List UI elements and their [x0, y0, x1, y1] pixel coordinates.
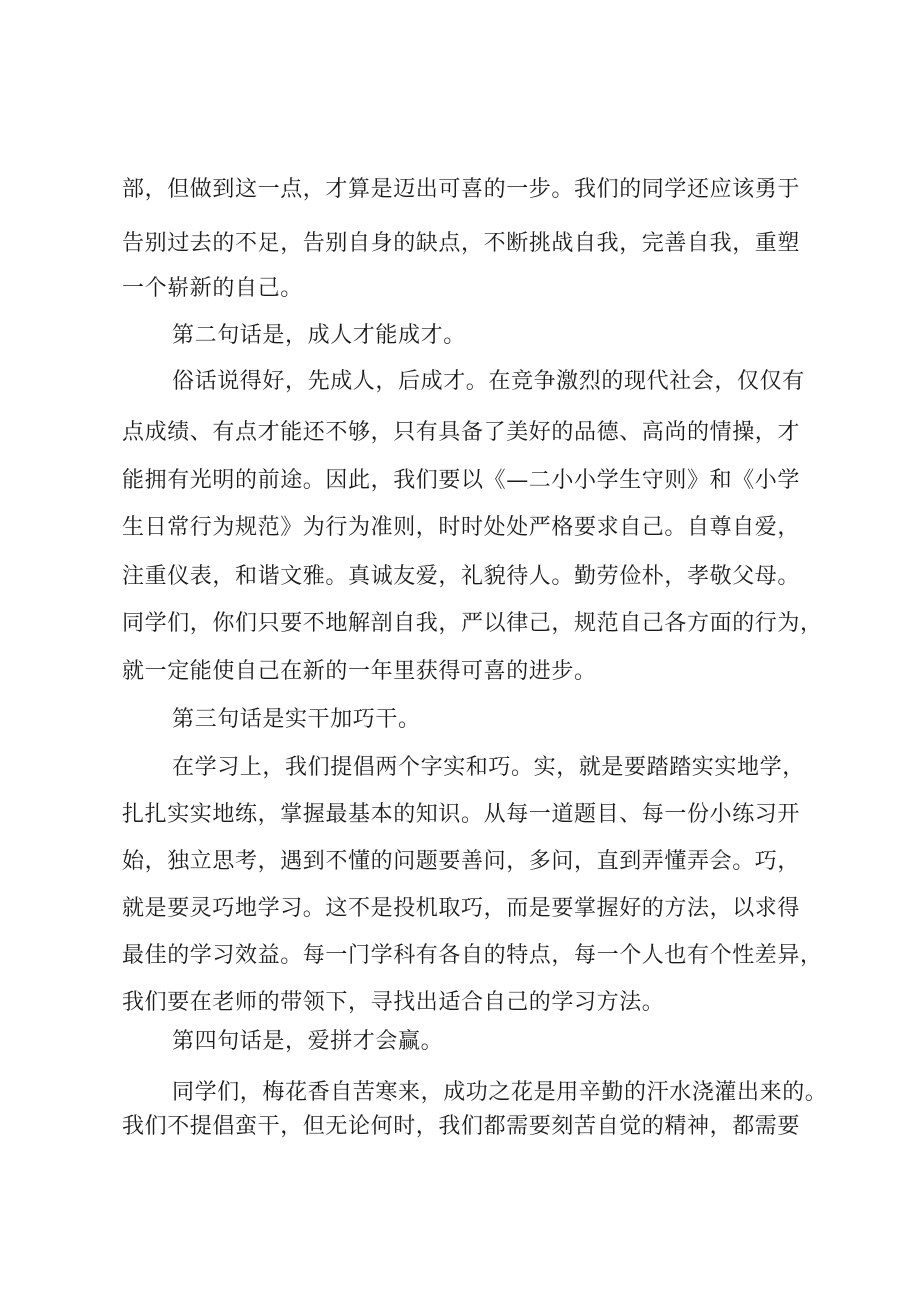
text-line: 能拥有光明的前途。因此，我们要以《—二小小学生守则》和《小学 [122, 468, 801, 493]
text-line: 生日常行为规范》为行为准则，时时处处严格要求自己。自尊自爱， [122, 515, 801, 540]
text-line: 部，但做到这一点，才算是迈出可喜的一步。我们的同学还应该勇于 [122, 177, 801, 202]
text-line: 在学习上，我们提倡两个字实和巧。实，就是要踏踏实实地学， [172, 755, 805, 780]
text-line: 最佳的学习效益。每一门学科有各自的特点，每一个人也有个性差异， [122, 943, 823, 968]
section-heading: 第三句话是实干加巧干。 [172, 707, 421, 732]
text-line: 就一定能使自己在新的一年里获得可喜的进步。 [122, 659, 597, 684]
text-line: 扎扎实实地练，掌握最基本的知识。从每一道题目、每一份小练习开 [122, 802, 801, 827]
text-line: 同学们，梅花香自苦寒来，成功之花是用辛勤的汗水浇灌出来的。 [172, 1080, 828, 1105]
text-line: 点成绩、有点才能还不够，只有具备了美好的品德、高尚的情操，才 [122, 420, 801, 445]
text-line: 俗话说得好，先成人，后成才。在竞争激烈的现代社会，仅仅有 [172, 369, 805, 394]
text-line: 一个崭新的自己。 [122, 276, 303, 301]
text-line: 就是要灵巧地学习。这不是投机取巧，而是要掌握好的方法，以求得 [122, 896, 801, 921]
text-line: 始，独立思考，遇到不懂的问题要善问，多问，直到弄懂弄会。巧， [122, 849, 801, 874]
section-heading: 第四句话是，爱拼才会赢。 [172, 1029, 444, 1054]
text-line: 同学们，你们只要不地解剖自我，严以律己，规范自己各方面的行为， [122, 611, 823, 636]
text-line: 我们不提倡蛮干，但无论何时，我们都需要刻苦自觉的精神，都需要 [122, 1114, 801, 1139]
text-line: 我们要在老师的带领下，寻找出适合自己的学习方法。 [122, 990, 665, 1015]
section-heading: 第二句话是，成人才能成才。 [172, 323, 466, 348]
text-line: 注重仪表，和谐文雅。真诚友爱，礼貌待人。勤劳俭朴，孝敬父母。 [122, 564, 801, 589]
text-line: 告别过去的不足，告别自身的缺点，不断挑战自我，完善自我，重塑 [122, 231, 801, 256]
